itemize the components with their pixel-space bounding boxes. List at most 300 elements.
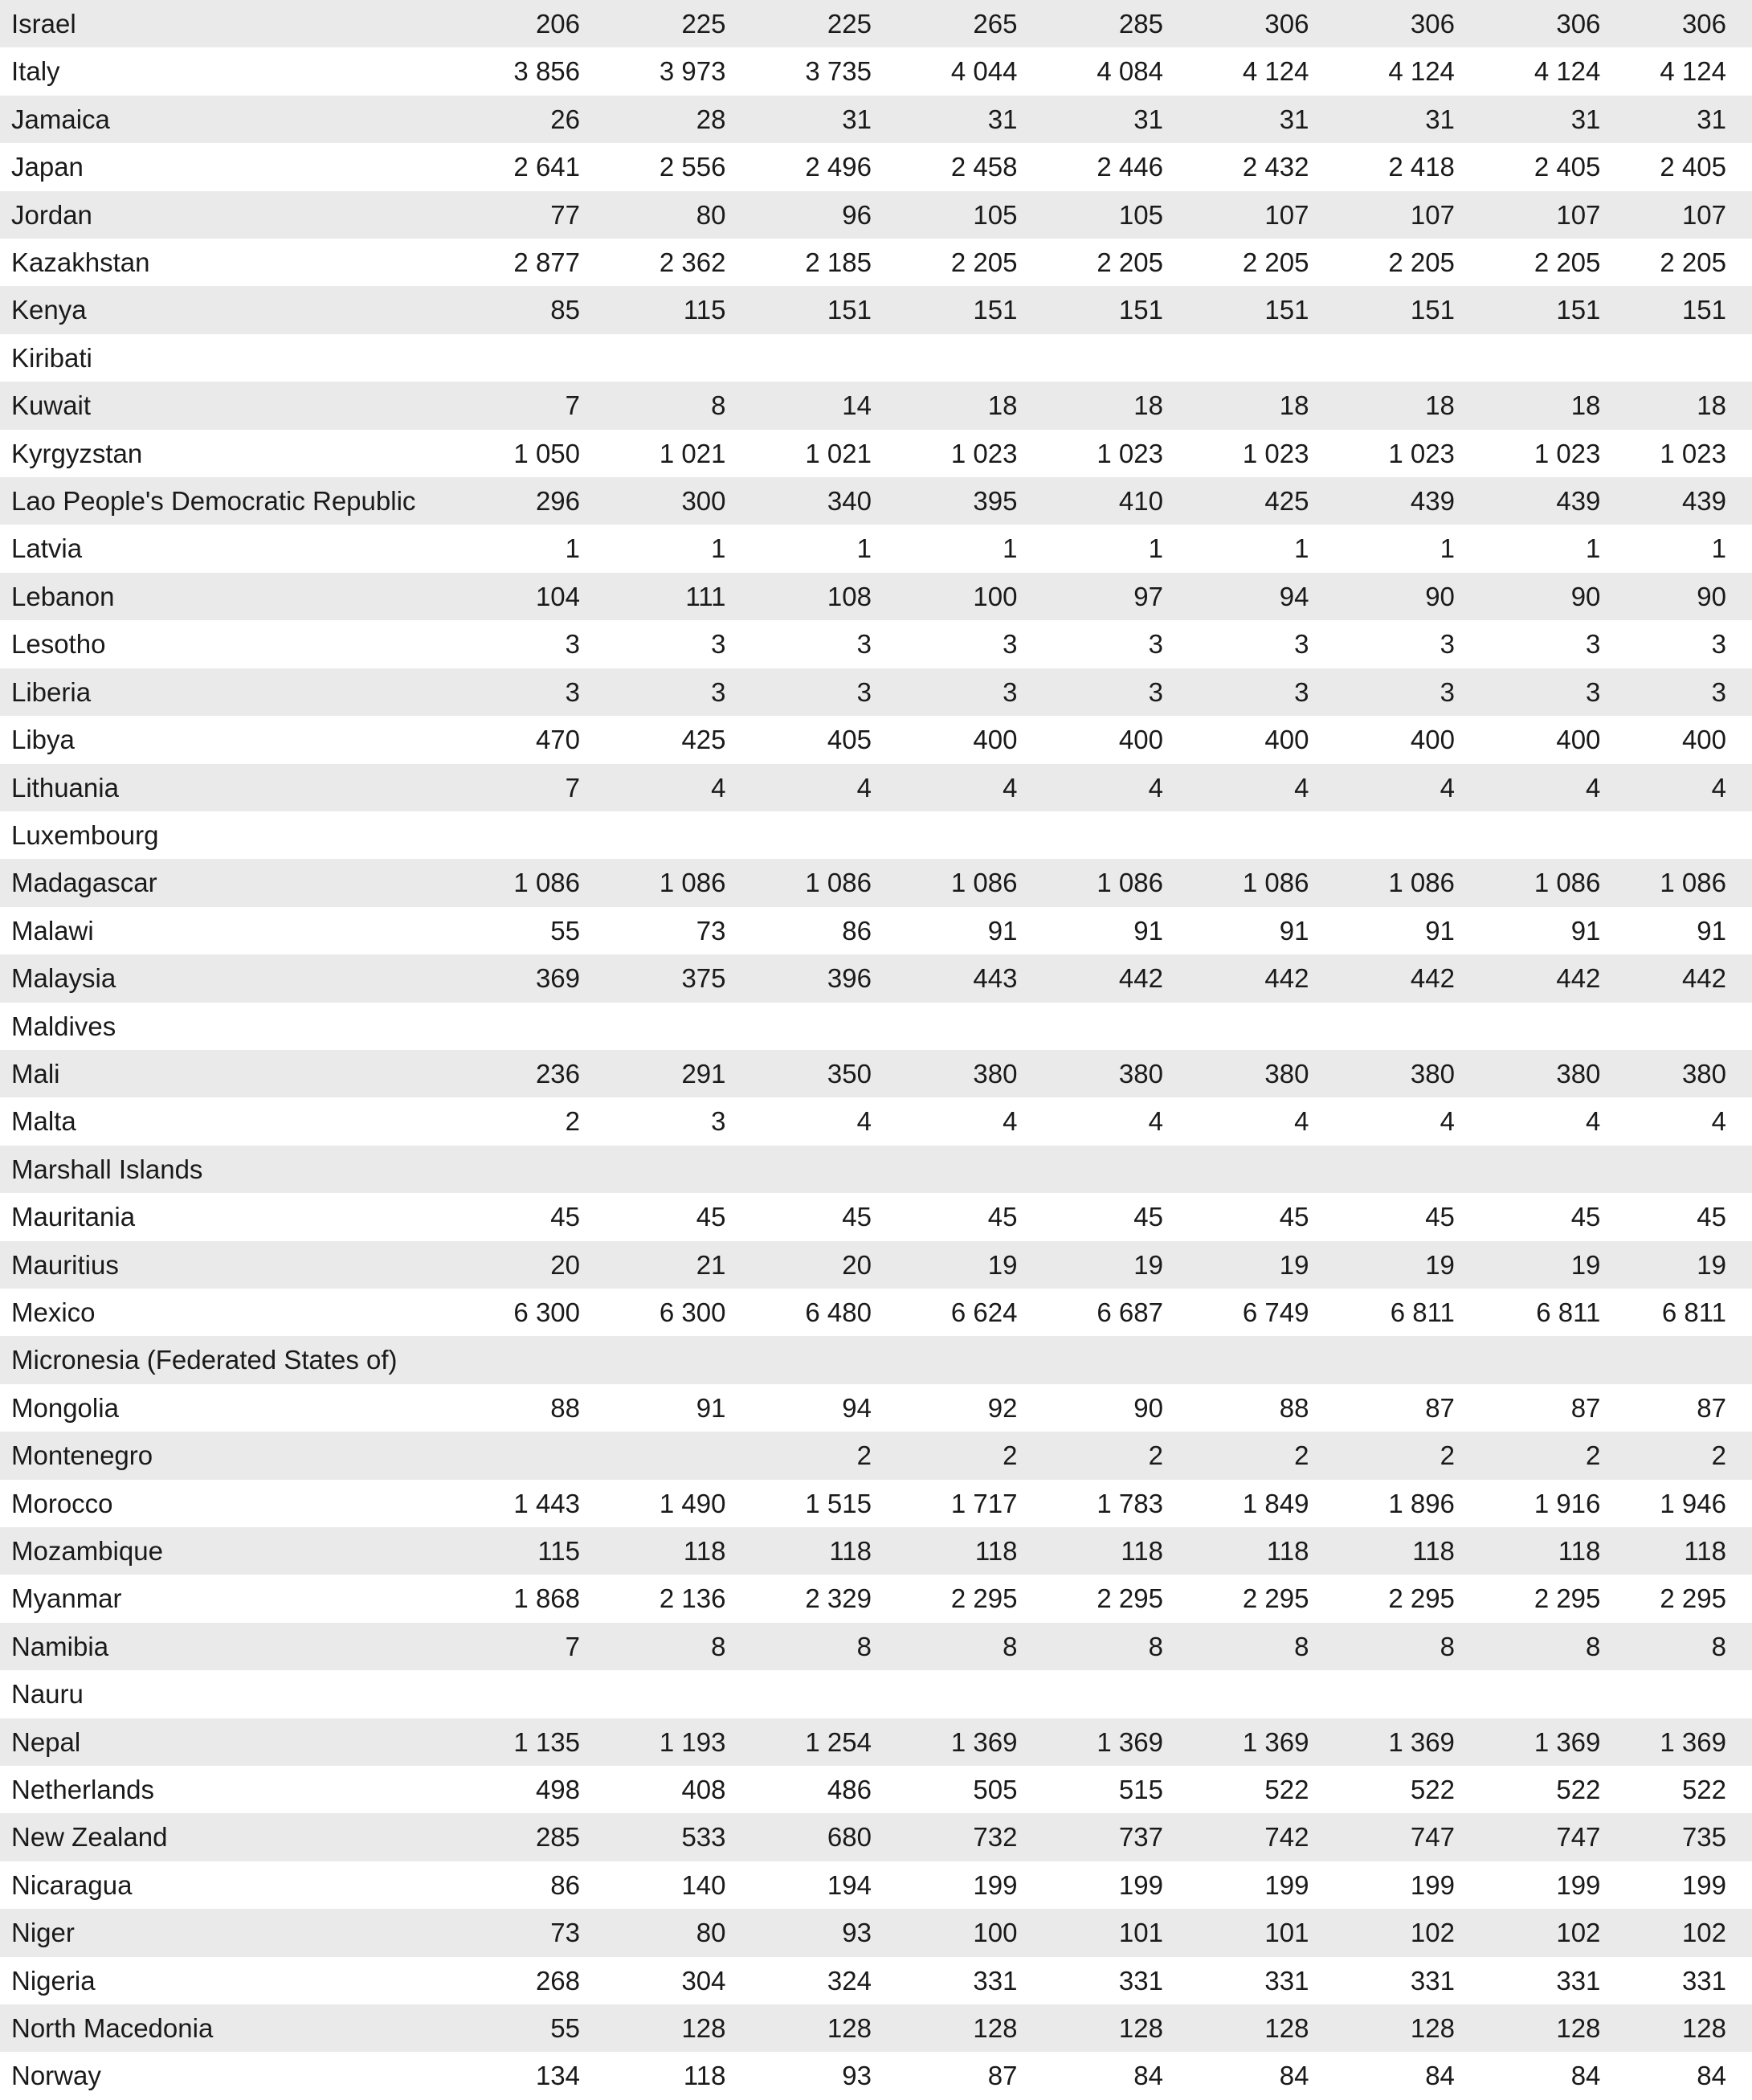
value-text: 77 <box>550 199 581 230</box>
value-text: 134 <box>535 2061 581 2091</box>
value-text: 425 <box>681 725 726 755</box>
value-cell <box>586 1813 731 1861</box>
value-cell <box>1023 954 1168 1002</box>
value-cell <box>1023 859 1168 906</box>
value-text: 4 <box>1711 772 1726 803</box>
value-text: 350 <box>827 1058 872 1089</box>
country-cell: Mali <box>0 1050 440 1097</box>
value-cell <box>1460 1623 1606 1670</box>
value-cell <box>1606 1718 1752 1766</box>
value-text: 3 <box>1294 676 1309 707</box>
value-cell <box>1460 1527 1606 1575</box>
value-text: 380 <box>1410 1058 1455 1089</box>
value-text: 1 <box>1148 533 1163 564</box>
value-cell <box>877 1097 1023 1145</box>
value-cell <box>1314 1718 1460 1766</box>
value-cell <box>1314 1623 1460 1670</box>
value-cell <box>1023 382 1168 429</box>
value-text: 1 443 <box>513 1488 581 1518</box>
value-cell <box>1169 1527 1314 1575</box>
value-cell <box>1460 239 1606 286</box>
value-text: 1 254 <box>805 1726 872 1757</box>
value-text: 199 <box>1410 1869 1455 1900</box>
value-text: 225 <box>681 9 726 39</box>
value-text: 1 369 <box>1388 1726 1455 1757</box>
value-text: 3 <box>711 676 726 707</box>
table-row <box>0 1909 1752 1956</box>
value-cell <box>732 1623 877 1670</box>
value-cell <box>1606 382 1752 429</box>
value-text: 7 <box>565 390 581 421</box>
value-cell <box>1460 1003 1606 1050</box>
value-cell <box>1169 954 1314 1002</box>
value-cell <box>1606 1623 1752 1670</box>
value-cell <box>586 1003 731 1050</box>
country-cell: Kenya <box>0 286 440 333</box>
value-text: 31 <box>1279 104 1309 134</box>
value-cell <box>732 1670 877 1718</box>
value-cell <box>586 96 731 143</box>
value-text: 410 <box>1118 486 1163 517</box>
value-text: 151 <box>1681 295 1726 325</box>
value-text: 20 <box>550 1249 581 1280</box>
value-text: 380 <box>1556 1058 1601 1089</box>
value-text: 6 300 <box>513 1297 581 1327</box>
value-text: 91 <box>696 1392 726 1423</box>
country-cell: Kazakhstan <box>0 239 440 286</box>
value-text: 2 362 <box>659 247 726 278</box>
value-text: 380 <box>1264 1058 1309 1089</box>
value-cell <box>440 334 586 382</box>
value-text: 2 329 <box>805 1583 872 1614</box>
value-cell <box>1606 1289 1752 1336</box>
value-cell <box>586 811 731 859</box>
value-text: 442 <box>1681 963 1726 994</box>
value-cell <box>586 668 731 716</box>
value-cell <box>732 1909 877 1956</box>
value-text: 2 <box>1711 1440 1726 1471</box>
value-cell <box>732 1050 877 1097</box>
value-text: 115 <box>683 295 726 325</box>
value-cell <box>1169 191 1314 239</box>
value-text: 2 <box>565 1106 581 1137</box>
value-text: 1 086 <box>1534 868 1601 898</box>
value-cell <box>877 2052 1023 2099</box>
value-text: 1 023 <box>1242 438 1309 468</box>
value-cell <box>877 1003 1023 1050</box>
value-text: 486 <box>827 1775 872 1805</box>
value-cell <box>1023 2052 1168 2099</box>
value-text: 4 <box>1294 772 1309 803</box>
value-text: 28 <box>696 104 726 134</box>
value-text: 3 <box>1148 629 1163 660</box>
value-cell <box>1606 1813 1752 1861</box>
value-text: 2 <box>1294 1440 1309 1471</box>
value-text: 26 <box>550 104 581 134</box>
value-text: 268 <box>535 1965 581 1996</box>
value-text: 18 <box>1425 390 1455 421</box>
value-cell <box>732 0 877 47</box>
value-text: 1 086 <box>513 868 581 898</box>
country-cell: Niger <box>0 1909 440 1956</box>
value-text: 732 <box>973 1822 1018 1853</box>
value-text: 4 044 <box>950 56 1018 87</box>
value-text: 151 <box>827 295 872 325</box>
value-text: 306 <box>1681 9 1726 39</box>
value-text: 3 <box>1440 629 1455 660</box>
table-row <box>0 430 1752 477</box>
value-text: 1 023 <box>950 438 1018 468</box>
table-row <box>0 1623 1752 1670</box>
value-cell <box>1314 907 1460 954</box>
value-text: 533 <box>681 1822 726 1853</box>
value-text: 45 <box>987 1202 1018 1232</box>
country-cell: Jamaica <box>0 96 440 143</box>
country-cell: Nigeria <box>0 1957 440 2004</box>
table-row <box>0 1813 1752 1861</box>
value-text: 19 <box>987 1249 1018 1280</box>
value-text: 19 <box>1133 1249 1163 1280</box>
value-cell <box>1606 1480 1752 1527</box>
value-cell <box>732 1432 877 1479</box>
value-text: 522 <box>1410 1775 1455 1805</box>
value-cell <box>1606 191 1752 239</box>
value-text: 425 <box>1264 486 1309 517</box>
value-text: 107 <box>1264 199 1309 230</box>
value-cell <box>1460 1289 1606 1336</box>
country-cell: Jordan <box>0 191 440 239</box>
value-cell <box>1023 1670 1168 1718</box>
value-text: 2 295 <box>1388 1583 1455 1614</box>
value-cell <box>877 191 1023 239</box>
value-text: 470 <box>535 725 581 755</box>
value-cell <box>440 430 586 477</box>
value-text: 2 <box>1440 1440 1455 1471</box>
value-text: 45 <box>1570 1202 1601 1232</box>
value-cell <box>732 1527 877 1575</box>
value-text: 91 <box>987 915 1018 946</box>
value-cell <box>1314 525 1460 572</box>
value-text: 118 <box>1121 1536 1163 1566</box>
value-cell <box>877 1527 1023 1575</box>
value-cell <box>732 382 877 429</box>
value-text: 1 946 <box>1660 1488 1726 1518</box>
value-cell <box>732 239 877 286</box>
table-row <box>0 1575 1752 1622</box>
value-cell <box>1314 573 1460 620</box>
table-row <box>0 811 1752 859</box>
value-cell <box>440 620 586 668</box>
value-text: 118 <box>1412 1536 1455 1566</box>
value-cell <box>1023 1193 1168 1240</box>
value-cell <box>1023 620 1168 668</box>
value-cell <box>1023 1384 1168 1432</box>
value-cell <box>1023 1050 1168 1097</box>
value-cell <box>1023 430 1168 477</box>
value-text: 102 <box>1556 1918 1601 1948</box>
country-cell: Lithuania <box>0 764 440 811</box>
value-text: 306 <box>1264 9 1309 39</box>
table-row <box>0 1097 1752 1145</box>
value-cell <box>732 1003 877 1050</box>
table-row <box>0 382 1752 429</box>
value-cell <box>1023 1146 1168 1193</box>
value-cell <box>440 525 586 572</box>
value-cell <box>877 764 1023 811</box>
country-cell: Kuwait <box>0 382 440 429</box>
country-cell: Mozambique <box>0 1527 440 1575</box>
value-cell <box>586 954 731 1002</box>
value-text: 400 <box>1264 725 1309 755</box>
value-cell <box>586 1050 731 1097</box>
value-text: 3 <box>856 629 872 660</box>
value-cell <box>1169 1575 1314 1622</box>
value-text: 84 <box>1133 2061 1163 2091</box>
value-cell <box>877 1384 1023 1432</box>
value-cell <box>1023 477 1168 525</box>
value-text: 3 <box>1586 676 1601 707</box>
value-text: 2 185 <box>805 247 872 278</box>
value-text: 93 <box>842 2061 872 2091</box>
table-row <box>0 1432 1752 1479</box>
value-cell <box>1314 620 1460 668</box>
value-cell <box>586 1909 731 1956</box>
value-text: 3 735 <box>805 56 872 87</box>
value-cell <box>440 1003 586 1050</box>
value-text: 2 205 <box>1242 247 1309 278</box>
value-text: 45 <box>1133 1202 1163 1232</box>
value-text: 442 <box>1118 963 1163 994</box>
value-cell <box>586 1623 731 1670</box>
value-cell <box>440 2004 586 2052</box>
value-text: 96 <box>842 199 872 230</box>
value-cell <box>1606 1146 1752 1193</box>
value-cell <box>877 859 1023 906</box>
value-cell <box>440 1097 586 1145</box>
value-text: 4 <box>1440 772 1455 803</box>
value-cell <box>1314 954 1460 1002</box>
country-cell: Kiribati <box>0 334 440 382</box>
table-row <box>0 954 1752 1002</box>
value-text: 4 <box>1003 772 1018 803</box>
value-cell <box>732 859 877 906</box>
value-cell <box>1314 239 1460 286</box>
value-cell <box>440 716 586 763</box>
value-text: 2 295 <box>1660 1583 1726 1614</box>
value-text: 104 <box>535 581 581 611</box>
value-cell <box>1169 47 1314 95</box>
value-cell <box>1460 1241 1606 1289</box>
value-text: 6 811 <box>1661 1297 1726 1327</box>
value-text: 680 <box>827 1822 872 1853</box>
value-cell <box>1169 907 1314 954</box>
value-cell <box>586 143 731 190</box>
value-text: 18 <box>1570 390 1601 421</box>
value-text: 115 <box>537 1536 581 1566</box>
value-text: 439 <box>1410 486 1455 517</box>
value-cell <box>1606 1957 1752 2004</box>
value-cell <box>440 1384 586 1432</box>
table-row <box>0 143 1752 190</box>
value-cell <box>1169 2052 1314 2099</box>
value-text: 1 369 <box>1097 1726 1163 1757</box>
value-text: 3 <box>856 676 872 707</box>
value-text: 18 <box>987 390 1018 421</box>
value-cell <box>440 96 586 143</box>
value-text: 21 <box>696 1249 726 1280</box>
value-cell <box>1606 96 1752 143</box>
value-text: 199 <box>1264 1869 1309 1900</box>
value-cell <box>586 239 731 286</box>
value-cell <box>1460 47 1606 95</box>
value-text: 1 <box>856 533 872 564</box>
value-cell <box>1606 1003 1752 1050</box>
value-cell <box>1169 239 1314 286</box>
value-text: 1 086 <box>805 868 872 898</box>
country-cell: Lebanon <box>0 573 440 620</box>
country-cell: Micronesia (Federated States of) <box>0 1336 440 1383</box>
value-text: 18 <box>1697 390 1726 421</box>
country-cell: Norway <box>0 2052 440 2099</box>
table-row <box>0 716 1752 763</box>
value-cell <box>1606 1193 1752 1240</box>
value-cell <box>440 1766 586 1813</box>
value-text: 128 <box>681 2013 726 2044</box>
value-cell <box>1314 1813 1460 1861</box>
value-text: 4 124 <box>1534 56 1601 87</box>
value-cell <box>1460 1957 1606 2004</box>
value-text: 199 <box>1556 1869 1601 1900</box>
value-cell <box>1023 764 1168 811</box>
value-cell <box>1314 1241 1460 1289</box>
value-cell <box>586 0 731 47</box>
value-text: 86 <box>842 915 872 946</box>
value-text: 737 <box>1118 1822 1163 1853</box>
value-cell <box>1606 1861 1752 1909</box>
value-text: 6 480 <box>805 1297 872 1327</box>
value-text: 91 <box>1697 915 1726 946</box>
value-text: 380 <box>1118 1058 1163 1089</box>
value-cell <box>586 1527 731 1575</box>
value-cell <box>1314 1766 1460 1813</box>
value-cell <box>1169 1432 1314 1479</box>
value-text: 1 369 <box>1660 1726 1726 1757</box>
value-text: 2 446 <box>1097 152 1163 182</box>
value-text: 140 <box>681 1869 726 1900</box>
value-text: 151 <box>1410 295 1455 325</box>
value-cell <box>1314 47 1460 95</box>
value-text: 94 <box>842 1392 872 1423</box>
value-cell <box>586 2004 731 2052</box>
value-text: 742 <box>1264 1822 1309 1853</box>
value-cell <box>877 430 1023 477</box>
value-text: 306 <box>1556 9 1601 39</box>
value-text: 6 811 <box>1390 1297 1455 1327</box>
value-cell <box>1169 1670 1314 1718</box>
value-text: 300 <box>681 486 726 517</box>
value-cell <box>1606 811 1752 859</box>
table-row <box>0 334 1752 382</box>
value-text: 2 405 <box>1534 152 1601 182</box>
value-cell <box>440 1193 586 1240</box>
value-cell <box>440 1480 586 1527</box>
value-cell <box>732 1957 877 2004</box>
value-text: 1 896 <box>1388 1488 1455 1518</box>
value-cell <box>1314 1336 1460 1383</box>
value-text: 87 <box>1425 1392 1455 1423</box>
value-text: 522 <box>1556 1775 1601 1805</box>
value-cell <box>586 1670 731 1718</box>
value-cell <box>1606 2052 1752 2099</box>
value-cell <box>586 1957 731 2004</box>
table-row <box>0 1241 1752 1289</box>
value-cell <box>1606 1241 1752 1289</box>
value-cell <box>1023 1241 1168 1289</box>
value-text: 2 205 <box>1660 247 1726 278</box>
value-text: 2 <box>1586 1440 1601 1471</box>
value-text: 118 <box>974 1536 1018 1566</box>
value-text: 151 <box>1556 295 1601 325</box>
value-cell <box>1460 1336 1606 1383</box>
value-cell <box>1460 954 1606 1002</box>
table-row <box>0 2004 1752 2052</box>
value-cell <box>1169 811 1314 859</box>
value-cell <box>877 1480 1023 1527</box>
value-text: 2 877 <box>513 247 581 278</box>
value-cell <box>1606 2004 1752 2052</box>
value-text: 505 <box>973 1775 1018 1805</box>
value-text: 18 <box>1279 390 1309 421</box>
value-cell <box>1314 1193 1460 1240</box>
value-cell <box>440 2052 586 2099</box>
value-cell <box>1314 1384 1460 1432</box>
value-text: 2 205 <box>1388 247 1455 278</box>
value-text: 3 <box>1711 629 1726 660</box>
value-cell <box>586 1432 731 1479</box>
value-cell <box>1314 1957 1460 2004</box>
value-cell <box>1169 1623 1314 1670</box>
value-cell <box>1606 1909 1752 1956</box>
value-cell <box>1460 1861 1606 1909</box>
value-cell <box>877 382 1023 429</box>
value-cell <box>1314 2004 1460 2052</box>
value-cell <box>1606 1670 1752 1718</box>
value-text: 4 <box>1148 1106 1163 1137</box>
value-cell <box>440 239 586 286</box>
value-text: 1 086 <box>1242 868 1309 898</box>
value-text: 380 <box>1681 1058 1726 1089</box>
value-text: 8 <box>1294 1631 1309 1661</box>
value-text: 331 <box>1264 1965 1309 1996</box>
value-cell <box>586 191 731 239</box>
value-text: 1 086 <box>659 868 726 898</box>
value-cell <box>1023 1289 1168 1336</box>
value-text: 84 <box>1570 2061 1601 2091</box>
value-cell <box>1314 811 1460 859</box>
value-text: 291 <box>681 1058 726 1089</box>
value-text: 8 <box>1003 1631 1018 1661</box>
value-text: 1 023 <box>1660 438 1726 468</box>
value-cell <box>1314 1432 1460 1479</box>
value-text: 1 <box>1440 533 1455 564</box>
value-text: 369 <box>535 963 581 994</box>
value-text: 331 <box>1556 1965 1601 1996</box>
value-text: 1 050 <box>513 438 581 468</box>
value-text: 101 <box>1264 1918 1309 1948</box>
table-row <box>0 1718 1752 1766</box>
value-text: 4 124 <box>1242 56 1309 87</box>
value-cell <box>440 907 586 954</box>
